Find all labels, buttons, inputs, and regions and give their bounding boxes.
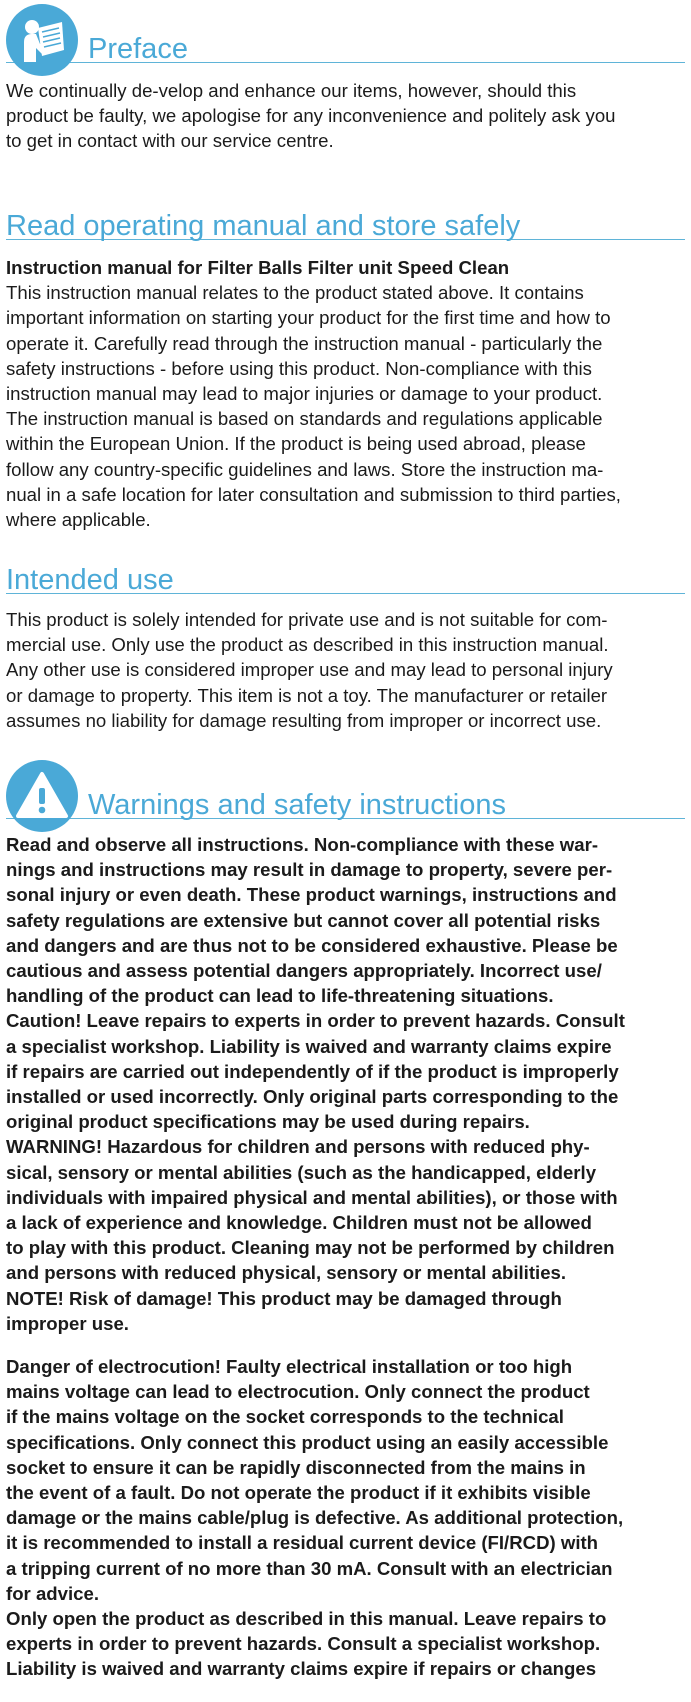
warnings-text-1: Read and observe all instructions. Non-compliance with these war- nings and instructions may result in damage to property, severe per- sonal injury or even death. These product warnings, instructions and safety regulations are extensive but cannot cover all potential risks and dangers and are thus not to be considered exhaustive. Please be cautious and assess potential dangers appropriately. Incorrect use/ handling of the product can lead to life-threatening situations. Caution! Leave repairs to experts in order to prevent hazards. Consult a specialist workshop. Liability is waived and warranty claims expire if repairs are carried out independently of if the product is improperly installed or used incorrectly. Only original parts corresponding to the original product specifications may be used during repairs. WARNING! Hazardous for children and persons with reduced phy- sical, sensory or mental abilities (such as the handicapped, elderly individuals with impaired physical and mental abilities), or those with a lack of experience and knowledge. Children must not be allowed to play with this product. Cleaning may not be performed by children and persons with reduced physical, sensory or mental abilities. NOTE! Risk of damage! This product may be damaged through improper use. <box>6 834 625 1334</box>
read-manual-text: Instruction manual for Filter Balls Filter unit Speed Clean This instruction manual relates to the product stated above. It contains important information on starting your product for the first time and how to operate it. Carefully read through the instruction manual - particularly the safety instructions - before using this product. Non-compliance with this instruction manual may lead to major injuries or damage to your product. The instruction manual is based on standards and regulations applicable within the European Union. If the product is being used abroad, please follow any country-specific guidelines and laws. Store the instruction ma- nual in a safe location for later consultation and submission to third parties, where applicable. <box>6 255 691 532</box>
intended-use-text: This product is solely intended for private use and is not suitable for com- mercial use. Only use the product as described in this instruction manual. Any other use is considered improper use and may lead to personal injury or damage to property. This item is not a toy. The manufacturer or retailer assumes no liability for damage resulting from improper or incorrect use. <box>6 609 613 731</box>
preface-title: Preface <box>88 33 188 65</box>
warnings-heading <box>6 774 685 819</box>
reading-manual-icon <box>6 4 78 76</box>
preface-text: We continually de-velop and enhance our items, however, should this product be faulty, we apologise for any inconvenience and politely ask you to get in contact with our service centre. <box>6 80 616 152</box>
read-manual-heading <box>6 195 685 240</box>
warnings-title: Warnings and safety instructions <box>88 789 507 821</box>
read-manual-title: Read operating manual and store safely <box>6 210 521 242</box>
warnings-text-2: Danger of electrocution! Faulty electrical installation or too high mains voltage can lead to electrocution. Only connect the product if the mains voltage on the socket corresponds to the technical specifications. Only connect this product using an easily accessible socket to ensure it can be rapidly disconnected from the mains in the event of a fault. Do not operate the product if it exhibits visible damage or the mains cable/plug is defective. As additional protection, it is recommended to install a residual current device (FI/RCD) with a tripping current of no more than 30 mA. Consult with an electrician for advice. Only open the product as described in this manual. Leave repairs to experts in order to prevent hazards. Consult a specialist workshop. Liability is waived and warranty claims expire if repairs or changes <box>6 1356 624 1680</box>
manual-subtitle: Instruction manual for Filter Balls Filter unit Speed Clean <box>6 257 510 278</box>
warning-triangle-icon <box>6 760 78 832</box>
intended-use-title: Intended use <box>6 564 174 596</box>
preface-heading <box>6 18 685 63</box>
intended-use-heading <box>6 549 685 594</box>
